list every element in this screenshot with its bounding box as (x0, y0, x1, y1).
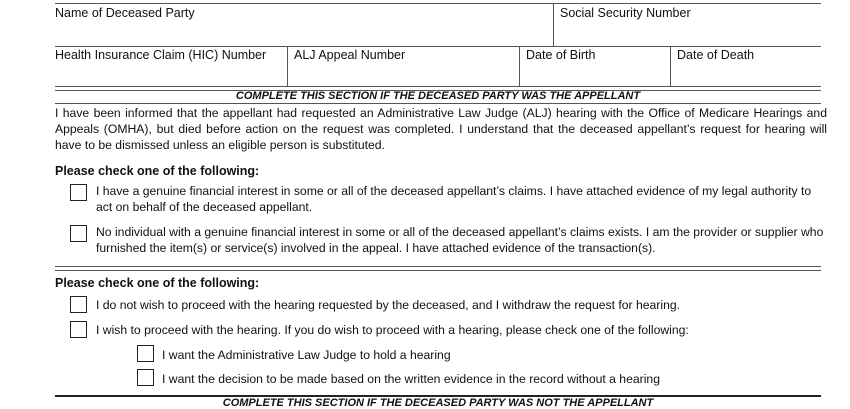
section-title-rule (55, 103, 821, 104)
row2-divider-1 (287, 46, 288, 86)
form-top-border (55, 3, 821, 4)
alj-appeal-input[interactable] (294, 66, 514, 84)
withdraw-text: I do not wish to proceed with the hearing requested by the deceased, and I withdraw the request for hearing. (96, 298, 681, 312)
alj-hearing-checkbox[interactable] (137, 345, 154, 362)
alj-hearing-text: I want the Administrative Law Judge to hold a hearing (162, 348, 451, 362)
provider-text: No individual with a genuine financial interest in some or all of the deceased appellant’s claims exists. I am the provider or supplier who furnished the item(s) or service(s) involved in the appeal. I have attached evidence of the transaction(s). (96, 225, 824, 255)
deceased-name-label: Name of Deceased Party (55, 6, 195, 20)
financial-interest-text: I have a genuine financial interest in some or all of the deceased appellant’s claims. I have attached evidence of my legal authority to act on behalf of the deceased appellant. (96, 184, 812, 214)
withdraw-checkbox[interactable] (70, 296, 87, 313)
check-heading-2: Please check one of the following: (55, 276, 260, 290)
proceed-checkbox[interactable] (70, 321, 87, 338)
proceed-text: I wish to proceed with the hearing. If you do wish to proceed with a hearing, please check one of the following: (96, 323, 689, 337)
ssn-label: Social Security Number (560, 6, 691, 20)
row2-divider-3 (670, 46, 671, 86)
dob-input[interactable] (526, 66, 666, 84)
dob-label: Date of Birth (526, 48, 596, 62)
row2-divider-2 (519, 46, 520, 86)
alj-appeal-label: ALJ Appeal Number (294, 48, 406, 62)
check-heading-1: Please check one of the following: (55, 164, 260, 178)
written-decision-text: I want the decision to be made based on the written evidence in the record without a hearing (162, 372, 660, 386)
appellant-intro-text: I have been informed that the appellant had requested an Administrative Law Judge (ALJ) hearing with the Office of Medicare Hearings and Appeals (OMHA), but died before action on the request was completed. I understand that the deceased appellant’s request for hearing will have to be dismissed unless an eligible person is substituted. (55, 106, 827, 152)
dod-label: Date of Death (677, 48, 755, 62)
dod-input[interactable] (677, 66, 817, 84)
group-divider (55, 266, 821, 271)
row1-bottom-border (55, 46, 821, 47)
hic-label: Health Insurance Claim (HIC) Number (55, 48, 267, 62)
financial-interest-checkbox[interactable] (70, 184, 87, 201)
written-decision-checkbox[interactable] (137, 369, 154, 386)
non-appellant-section-title: COMPLETE THIS SECTION IF THE DECEASED PARTY WAS NOT THE APPELLANT (222, 397, 654, 409)
row1-divider (553, 3, 554, 46)
ssn-input[interactable] (560, 24, 815, 42)
provider-checkbox[interactable] (70, 225, 87, 242)
appellant-section-title: COMPLETE THIS SECTION IF THE DECEASED PARTY WAS THE APPELLANT (235, 90, 641, 102)
deceased-name-input[interactable] (55, 24, 545, 42)
hic-input[interactable] (55, 66, 280, 84)
